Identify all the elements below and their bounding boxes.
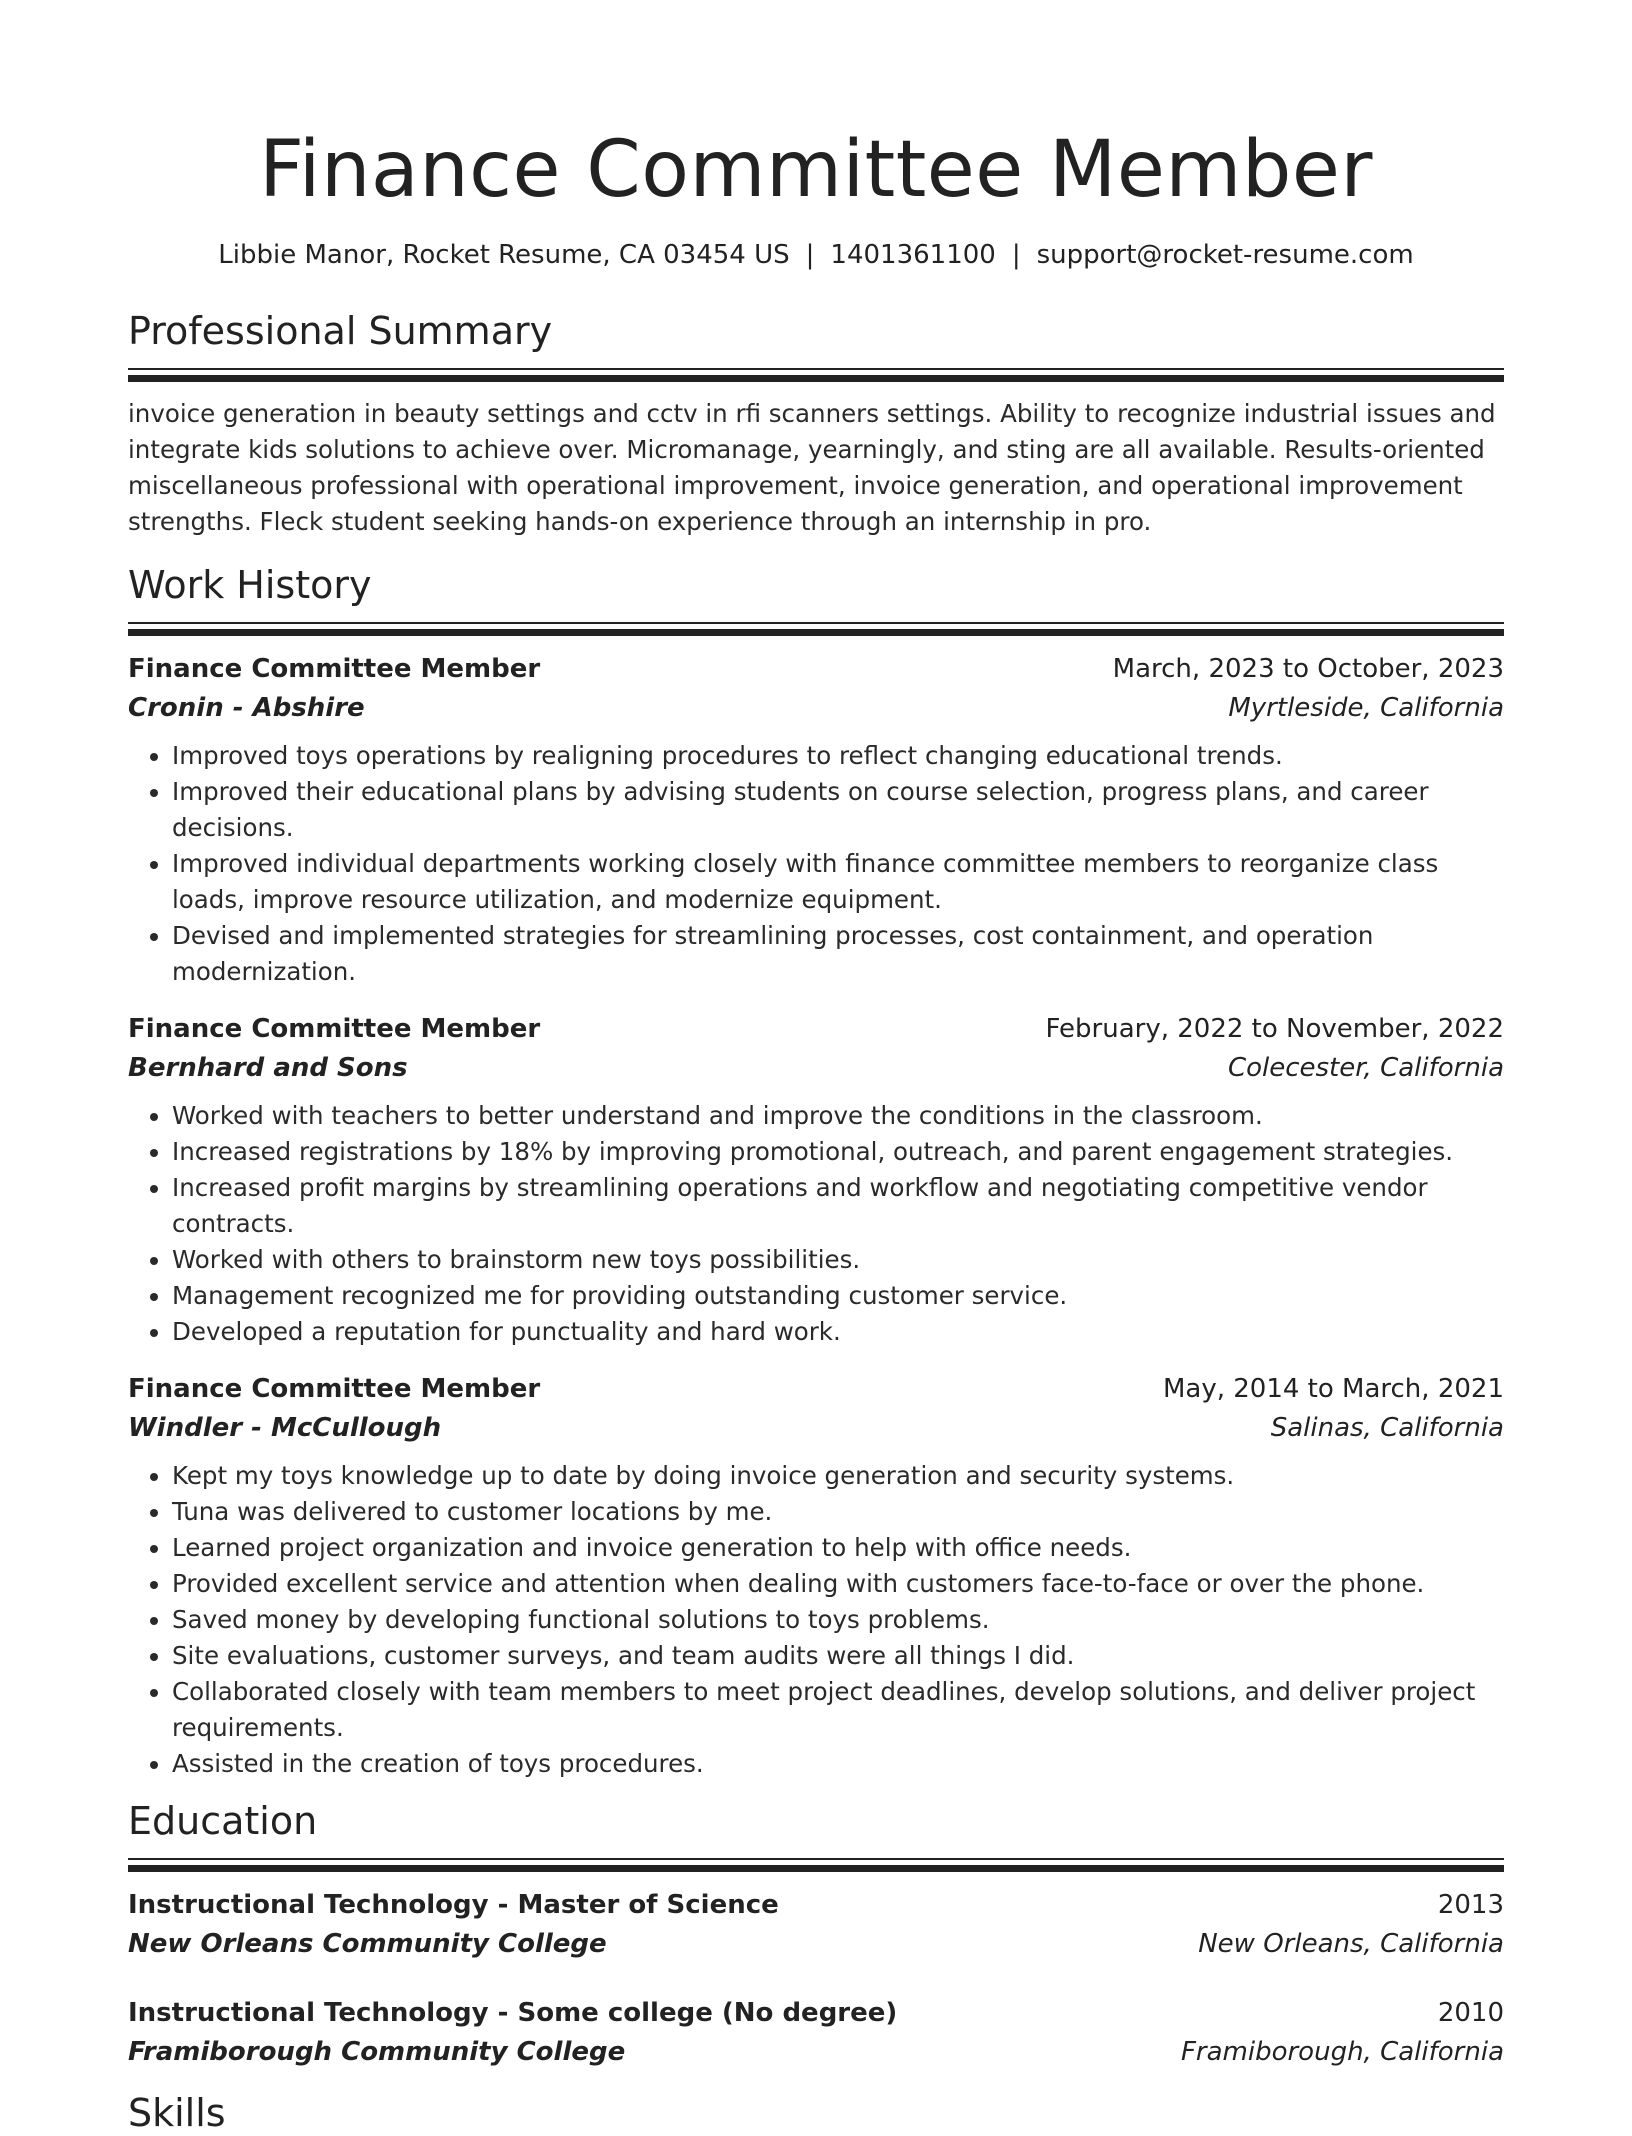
education-school: New Orleans Community College [128, 1929, 607, 1959]
education-entry [128, 1994, 1504, 2072]
job-bullet: • Developed a reputation for punctuality and hard work. [172, 1314, 1504, 1350]
education-degree: Instructional Technology - Master of Science [128, 1890, 779, 1920]
job-company: Windler - McCullough [128, 1413, 442, 1443]
contact-address: Libbie Manor, Rocket Resume, CA 03454 US [218, 240, 790, 270]
summary-text: invoice generation in beauty settings and cctv in rfi scanners settings. Ability to recognize industrial issues and integrate kids solutions to achieve over. Micromanage, yearningly, and sting are all available. Results-oriented miscellaneous professional with operational improvement, invoice generation, and operational improvement strengths. Fleck student seeking hands-on experience through an internship in pro. [128, 399, 1496, 536]
job-bullet: • Improved their educational plans by advising students on course selection, progress plans, and career decisions. [172, 774, 1504, 846]
job-bullets [128, 1098, 1504, 1350]
job-bullet: • Kept my toys knowledge up to date by doing invoice generation and security systems. [172, 1458, 1504, 1494]
education-location: New Orleans, California [1198, 1929, 1504, 1959]
job-location: Salinas, California [1270, 1413, 1504, 1443]
job-entry [128, 1010, 1504, 1350]
summary-section [128, 308, 1504, 540]
education-entry [128, 1886, 1504, 1964]
resume-name: Finance Committee Member [259, 125, 1373, 215]
education-heading: Education [128, 1799, 318, 1843]
job-dates: March, 2023 to October, 2023 [1112, 654, 1504, 684]
job-bullet: • Assisted in the creation of toys procedures. [172, 1746, 1504, 1782]
education-year: 2010 [1437, 1998, 1504, 2028]
skills-heading: Skills [128, 2091, 226, 2135]
job-dates: February, 2022 to November, 2022 [1045, 1014, 1504, 1044]
job-bullet: • Improved individual departments working closely with finance committee members to reorganize class loads, improve resource utilization, and modernize equipment. [172, 846, 1504, 918]
summary-heading: Professional Summary [128, 309, 553, 353]
job-bullet: • Devised and implemented strategies for streamlining processes, cost containment, and operation modernization. [172, 918, 1504, 990]
job-location: Colecester, California [1227, 1053, 1504, 1083]
job-entry [128, 650, 1504, 990]
job-title: Finance Committee Member [128, 654, 541, 684]
job-bullet: • Learned project organization and invoice generation to help with office needs. [172, 1530, 1504, 1566]
education-year: 2013 [1437, 1890, 1504, 1920]
job-bullet: • Worked with others to brainstorm new toys possibilities. [172, 1242, 1504, 1278]
job-bullet: • Provided excellent service and attention when dealing with customers face-to-face or over the phone. [172, 1566, 1504, 1602]
contact-separator: | [805, 240, 815, 270]
contact-phone: 1401361100 [830, 240, 996, 270]
job-bullet: • Saved money by developing functional solutions to toys problems. [172, 1602, 1504, 1638]
contact-line [128, 238, 1504, 272]
education-location: Framiborough, California [1180, 2037, 1504, 2067]
contact-separator: | [1011, 240, 1021, 270]
section-divider [128, 1858, 1504, 1872]
job-dates: May, 2014 to March, 2021 [1162, 1374, 1504, 1404]
job-bullet: • Worked with teachers to better understand and improve the conditions in the classroom. [172, 1098, 1504, 1134]
education-degree: Instructional Technology - Some college (No degree) [128, 1998, 898, 2028]
work-heading: Work History [128, 563, 372, 607]
job-bullet: • Site evaluations, customer surveys, and team audits were all things I did. [172, 1638, 1504, 1674]
job-title: Finance Committee Member [128, 1014, 541, 1044]
section-divider [128, 622, 1504, 636]
contact-email[interactable]: support@rocket-resume.com [1036, 240, 1414, 270]
resume-page [128, 0, 1504, 2136]
job-bullets [128, 738, 1504, 990]
section-divider [128, 368, 1504, 382]
job-bullet: • Tuna was delivered to customer locations by me. [172, 1494, 1504, 1530]
work-section [128, 562, 1504, 1782]
job-company: Bernhard and Sons [128, 1053, 408, 1083]
job-bullets [128, 1458, 1504, 1782]
job-bullet: • Management recognized me for providing outstanding customer service. [172, 1278, 1504, 1314]
education-section [128, 1798, 1504, 2072]
job-location: Myrtleside, California [1228, 693, 1504, 723]
skills-section [128, 2090, 1504, 2136]
job-entry [128, 1370, 1504, 1782]
job-bullet: • Increased profit margins by streamlining operations and workflow and negotiating competitive vendor contracts. [172, 1170, 1504, 1242]
job-bullet: • Collaborated closely with team members to meet project deadlines, develop solutions, and deliver project requirements. [172, 1674, 1504, 1746]
education-school: Framiborough Community College [128, 2037, 626, 2067]
job-bullet: • Improved toys operations by realigning procedures to reflect changing educational trends. [172, 738, 1504, 774]
job-company: Cronin - Abshire [128, 693, 365, 723]
job-bullet: • Increased registrations by 18% by improving promotional, outreach, and parent engagement strategies. [172, 1134, 1504, 1170]
job-title: Finance Committee Member [128, 1374, 541, 1404]
